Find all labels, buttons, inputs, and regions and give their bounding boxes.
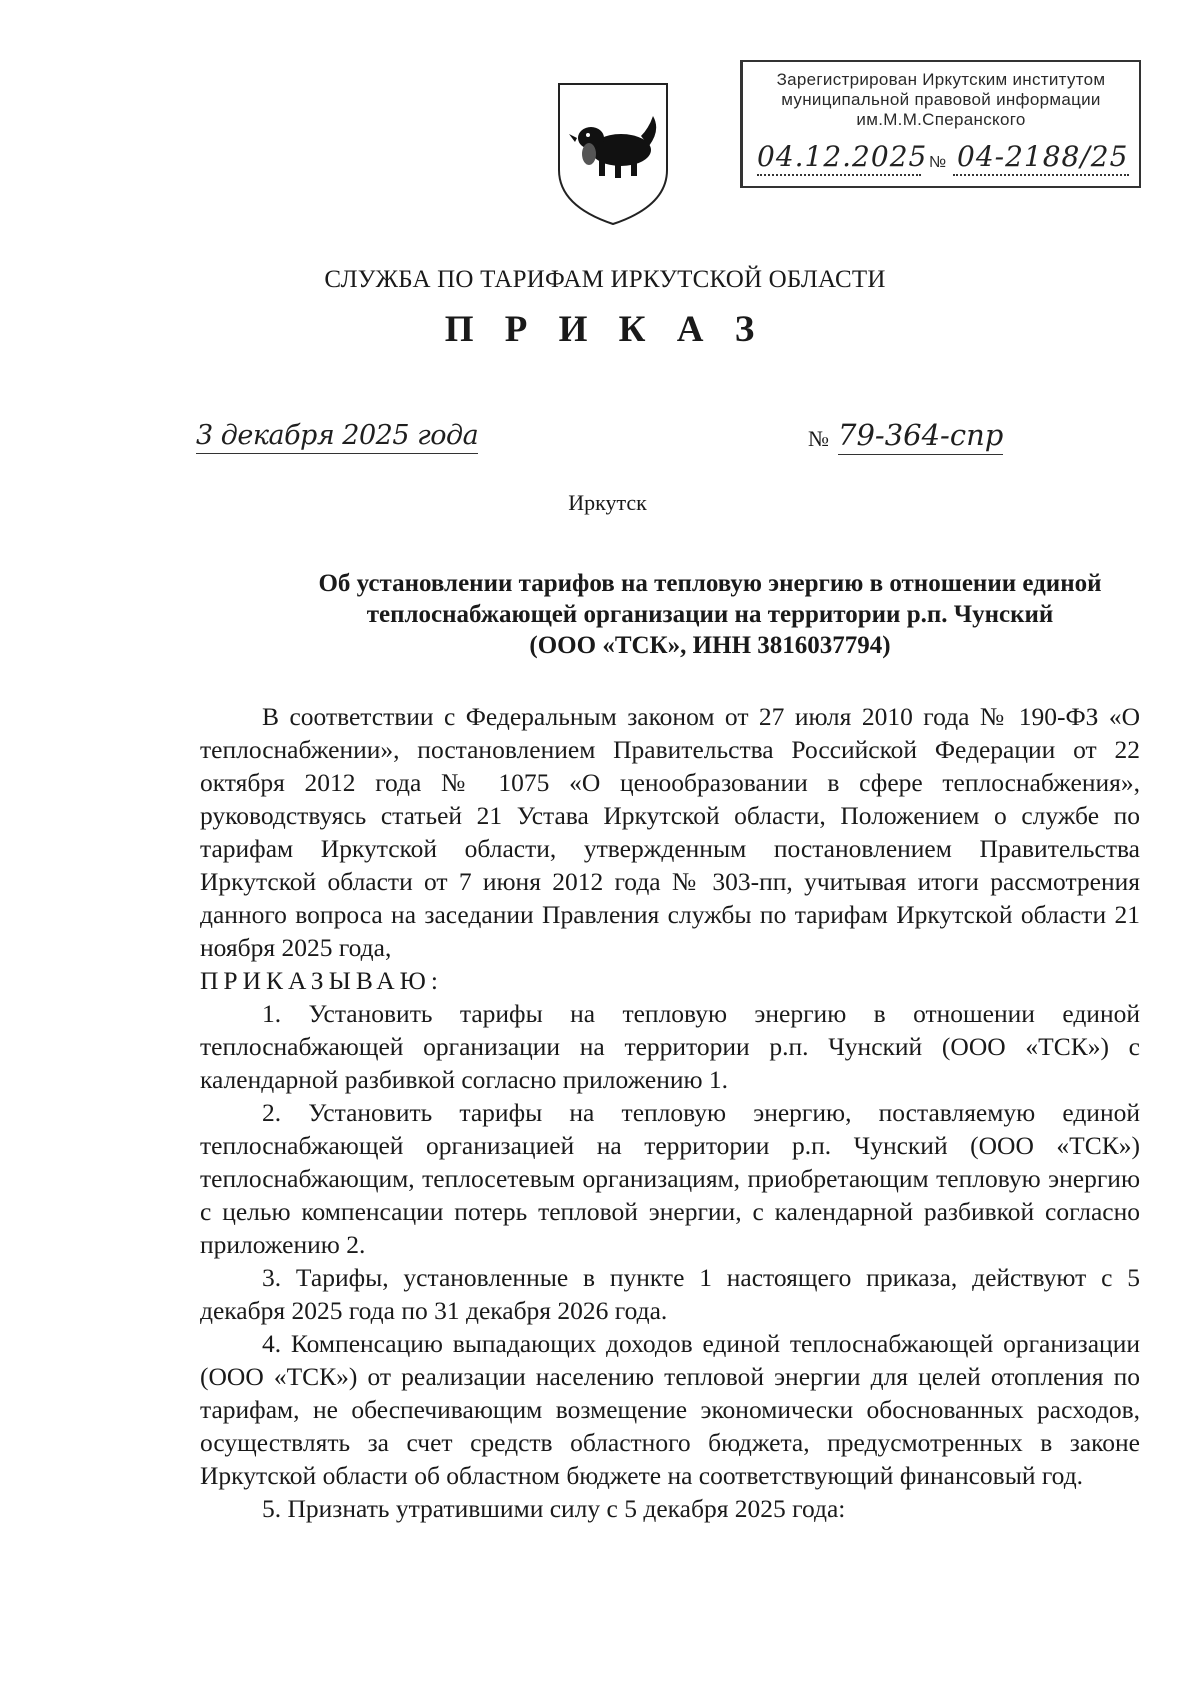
stamp-number: 04-2188/25: [957, 140, 1129, 173]
order-item: 2. Установить тарифы на тепловую энергию, поставляемую единой теплоснабжающей организацией на территории р.п. Чунский (ООО «ТСК») теплоснабжающим, теплосетевым организациям, приобретающим тепловую энергию с целью компенсации потерь тепловой энергии, с календарной разбивкой согласно приложению 2.: [200, 1098, 1140, 1259]
stamp-line-2: муниципальной правовой информации: [781, 90, 1101, 109]
agency-name: СЛУЖБА ПО ТАРИФАМ ИРКУТСКОЙ ОБЛАСТИ: [324, 266, 886, 293]
order-item: 1. Установить тарифы на тепловую энергию в отношении единой теплоснабжающей организации на территории р.п. Чунский (ООО «ТСК») с календарной разбивкой согласно приложению 1.: [200, 999, 1140, 1094]
stamp-number-label: №: [929, 154, 947, 171]
document-title-line: теплоснабжающей организации на территории р.п. Чунский: [366, 601, 1054, 628]
coat-of-arms-icon: [553, 78, 673, 228]
order-title: П Р И К А З: [444, 309, 766, 350]
order-word: ПРИКАЗЫВАЮ:: [200, 966, 443, 995]
stamp-line-1: Зарегистрирован Иркутским институтом: [776, 70, 1106, 89]
signing-number: 79-364-спр: [838, 418, 1003, 455]
signing-date: 3 декабря 2025 года: [196, 420, 478, 454]
document-title-line: Об установлении тарифов на тепловую энергию в отношении единой: [318, 570, 1102, 597]
registration-stamp: [740, 60, 1141, 188]
city: Иркутск: [568, 490, 647, 515]
document-title-line: (ООО «ТСК», ИНН 3816037794): [529, 632, 891, 659]
stamp-date: 04.12.2025: [757, 140, 928, 173]
order-item: 5. Признать утратившими силу с 5 декабря 2025 года:: [262, 1494, 846, 1523]
document-body: [200, 700, 1140, 1525]
order-item: 4. Компенсацию выпадающих доходов единой теплоснабжающей организации (ООО «ТСК») от реализации населению тепловой энергии для целей отопления по тарифам, не обеспечивающим возмещение экономически обоснованных расходов, осуществлять за счет средств областного бюджета, предусмотренных в законе Иркутской области об областном бюджете на соответствующий финансовый год.: [200, 1329, 1140, 1490]
stamp-date-underline: [757, 174, 921, 176]
signing-number-label: №: [808, 426, 829, 451]
document-title: [200, 568, 1200, 661]
stamp-line-3: им.М.М.Сперанского: [856, 110, 1026, 129]
order-item: 3. Тарифы, установленные в пункте 1 настоящего приказа, действуют с 5 декабря 2025 года по 31 декабря 2026 года.: [200, 1263, 1140, 1325]
preamble-paragraph: В соответствии с Федеральным законом от 27 июля 2010 года № 190-ФЗ «О теплоснабжении», постановлением Правительства Российской Федерации от 22 октября 2012 года № 1075 «О ценообразовании в сфере теплоснабжения», руководствуясь статьей 21 Устава Иркутской области, Положением о службе по тарифам Иркутской области, утвержденным постановлением Правительства Иркутской области от 7 июня 2012 года № 303-пп, учитывая итоги рассмотрения данного вопроса на заседании Правления службы по тарифам Иркутской области 21 ноября 2025 года,: [200, 702, 1140, 962]
stamp-number-underline: [953, 174, 1129, 176]
